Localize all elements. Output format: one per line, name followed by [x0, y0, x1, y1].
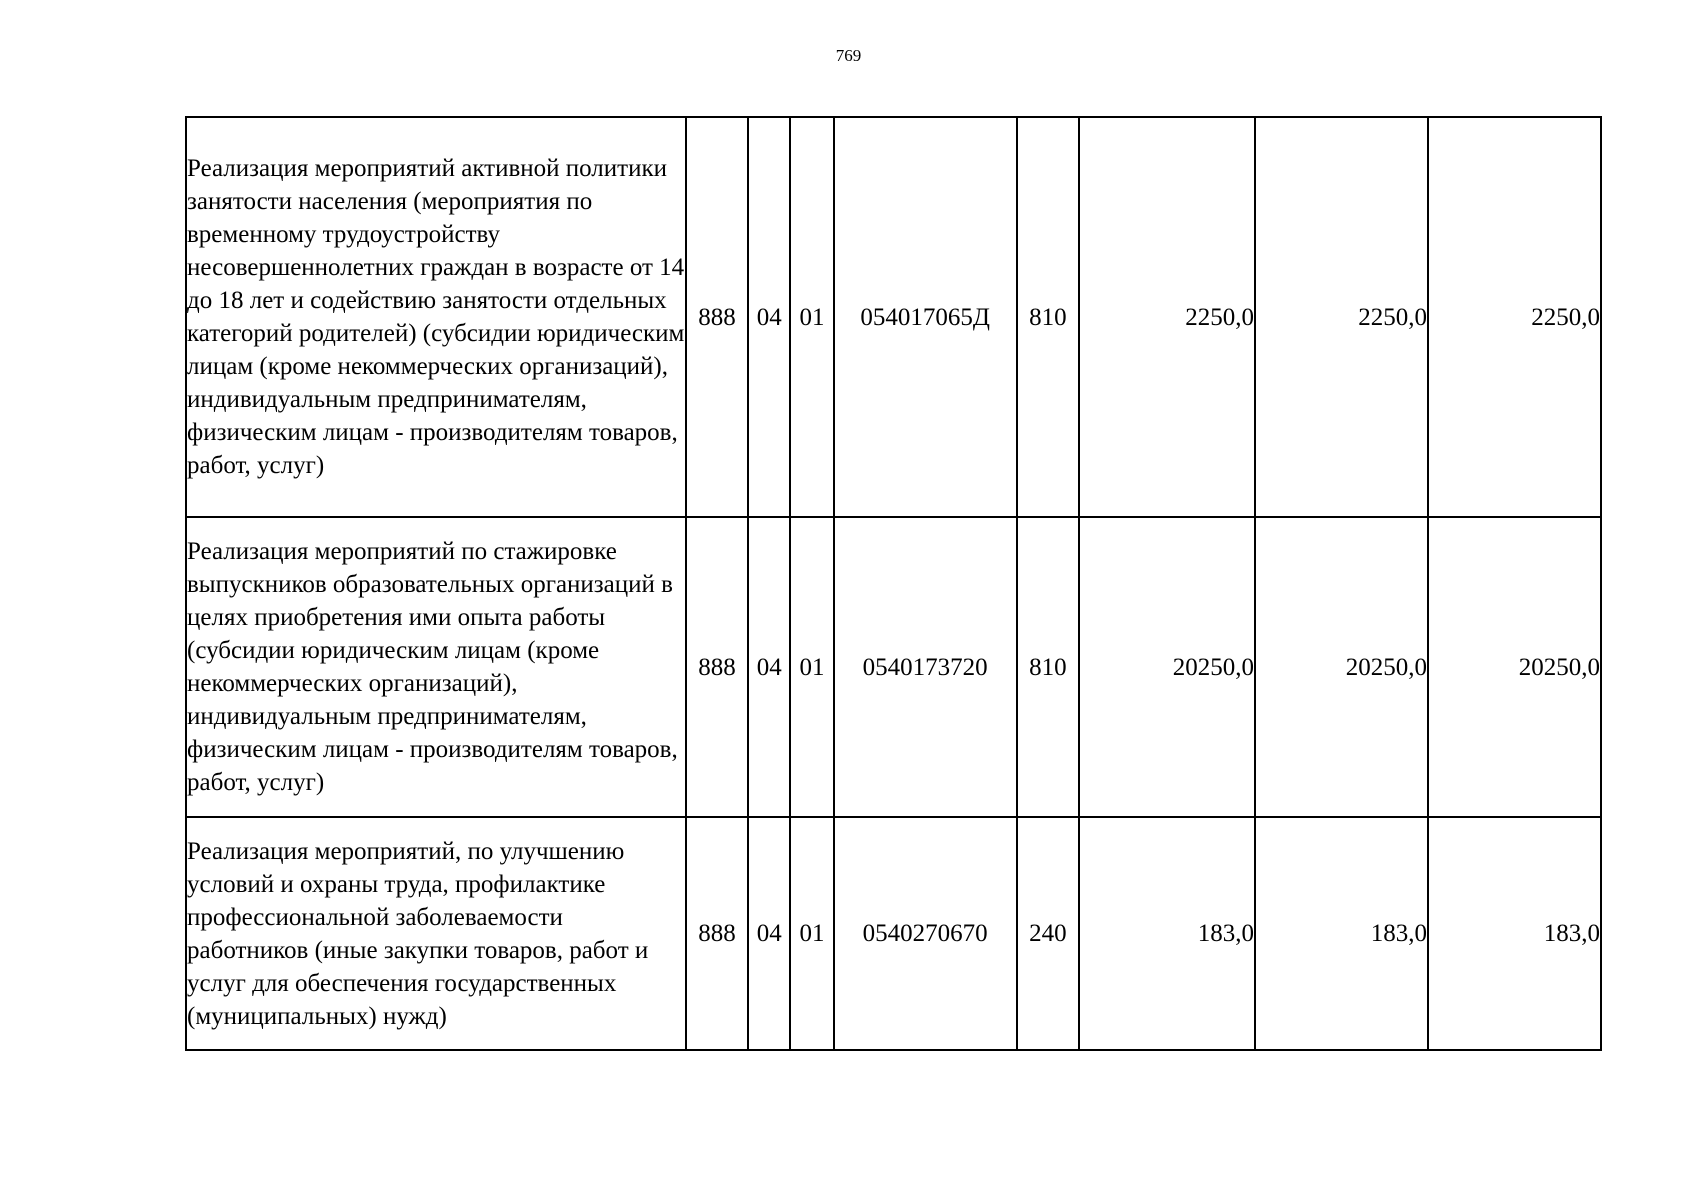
amount-1: 2250,0 — [1079, 117, 1255, 517]
amount-2: 183,0 — [1255, 817, 1428, 1050]
section-code: 04 — [748, 517, 790, 817]
table-row — [186, 817, 1601, 1050]
subsection-code: 01 — [790, 817, 833, 1050]
table-row — [186, 117, 1601, 517]
ministry-code: 888 — [686, 117, 748, 517]
amount-3: 183,0 — [1428, 817, 1601, 1050]
amount-1: 20250,0 — [1079, 517, 1255, 817]
expense-type-code: 810 — [1017, 117, 1079, 517]
row-description: Реализация мероприятий активной политики занятости населения (мероприятия по временному трудоустройству несовершеннолетних граждан в возрасте от 14 до 18 лет и содействию занятости отдельных категорий родителей) (субсидии юридическим лицам (кроме некоммерческих организаций), индивидуальным предпринимателям, физическим лицам - производителям товаров, работ, услуг) — [186, 117, 686, 517]
row-description: Реализация мероприятий по стажировке выпускников образовательных организаций в целях приобретения ими опыта работы (субсидии юридическим лицам (кроме некоммерческих организаций), индивидуальным предпринимателям, физическим лицам - производителям товаров, работ, услуг) — [186, 517, 686, 817]
expense-type-code: 810 — [1017, 517, 1079, 817]
target-article-code: 054017065Д — [834, 117, 1017, 517]
page-number: 769 — [835, 46, 862, 65]
ministry-code: 888 — [686, 517, 748, 817]
subsection-code: 01 — [790, 517, 833, 817]
section-code: 04 — [748, 817, 790, 1050]
row-description: Реализация мероприятий, по улучшению условий и охраны труда, профилактике профессиональной заболеваемости работников (иные закупки товаров, работ и услуг для обеспечения государственных (муниципальных) нужд) — [186, 817, 686, 1050]
table-row — [186, 517, 1601, 817]
amount-1: 183,0 — [1079, 817, 1255, 1050]
expense-type-code: 240 — [1017, 817, 1079, 1050]
amount-2: 20250,0 — [1255, 517, 1428, 817]
budget-table — [185, 116, 1602, 1051]
ministry-code: 888 — [686, 817, 748, 1050]
amount-3: 20250,0 — [1428, 517, 1601, 817]
section-code: 04 — [748, 117, 790, 517]
amount-2: 2250,0 — [1255, 117, 1428, 517]
subsection-code: 01 — [790, 117, 833, 517]
amount-3: 2250,0 — [1428, 117, 1601, 517]
target-article-code: 0540270670 — [834, 817, 1017, 1050]
target-article-code: 0540173720 — [834, 517, 1017, 817]
